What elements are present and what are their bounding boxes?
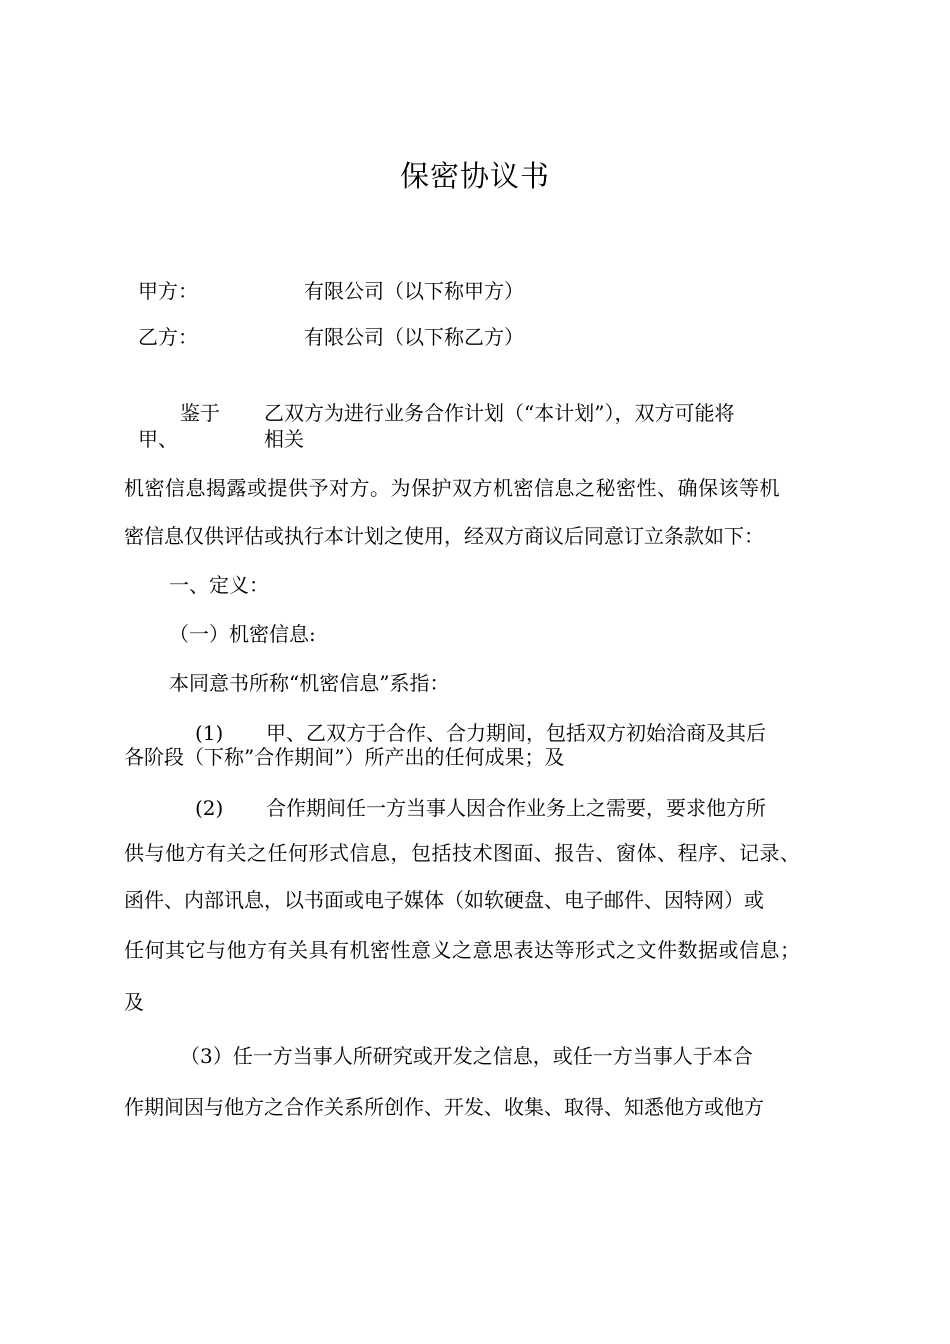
item-1-line-1: 甲、乙双方于合作、合力期间，包括双方初始洽商及其后 [266,721,766,745]
definition-intro: 本同意书所称“机密信息”系指： [169,671,450,695]
preamble-line-1-cont: 相关 [264,427,304,451]
preamble-line-1: 乙双方为进行业务合作计划（“本计划”），双方可能将 [264,401,735,425]
item-3-line-1: （3）任一方当事人所研究或开发之信息，或任一方当事人于本合 [180,1044,753,1068]
sub-heading: （一）机密信息: [169,622,316,646]
preamble-lead-bottom: 甲、 [138,427,178,451]
preamble-line-2: 机密信息揭露或提供予对方。为保护双方机密信息之秘密性、确保该等机 [124,476,780,500]
item-3-line-2: 作期间因与他方之合作关系所创作、开发、收集、取得、知悉他方或他方 [124,1095,764,1119]
party-b-label: 乙方： [138,325,198,349]
item-2-line-2: 供与他方有关之任何形式信息，包括技术图面、报告、窗体、程序、记录、 [124,841,801,865]
item-2-line-5: 及 [124,990,144,1014]
item-1-line-2: 各阶段（下称”合作期间”）所产出的任何成果；及 [124,745,565,769]
section-heading: 一、定义： [169,573,269,597]
party-a-label: 甲方： [138,279,198,303]
preamble-line-3: 密信息仅供评估或执行本计划之使用，经双方商议后同意订立条款如下： [124,524,764,548]
party-a-value: 有限公司（以下称甲方） [304,279,524,303]
preamble-lead-top: 鉴于 [180,401,220,425]
item-2-line-4: 任何其它与他方有关具有机密性意义之意思表达等形式之文件数据或信息； [124,938,801,962]
document-title: 保密协议书 [399,159,550,193]
item-2-line-1: 合作期间任一方当事人因合作业务上之需要，要求他方所 [266,796,766,820]
item-2-number: (2) [195,796,224,820]
item-1-number: (1) [195,721,224,745]
item-2-line-3: 函件、内部讯息，以书面或电子媒体（如软硬盘、电子邮件、因特网）或 [124,888,764,912]
party-b-value: 有限公司（以下称乙方） [304,325,524,349]
